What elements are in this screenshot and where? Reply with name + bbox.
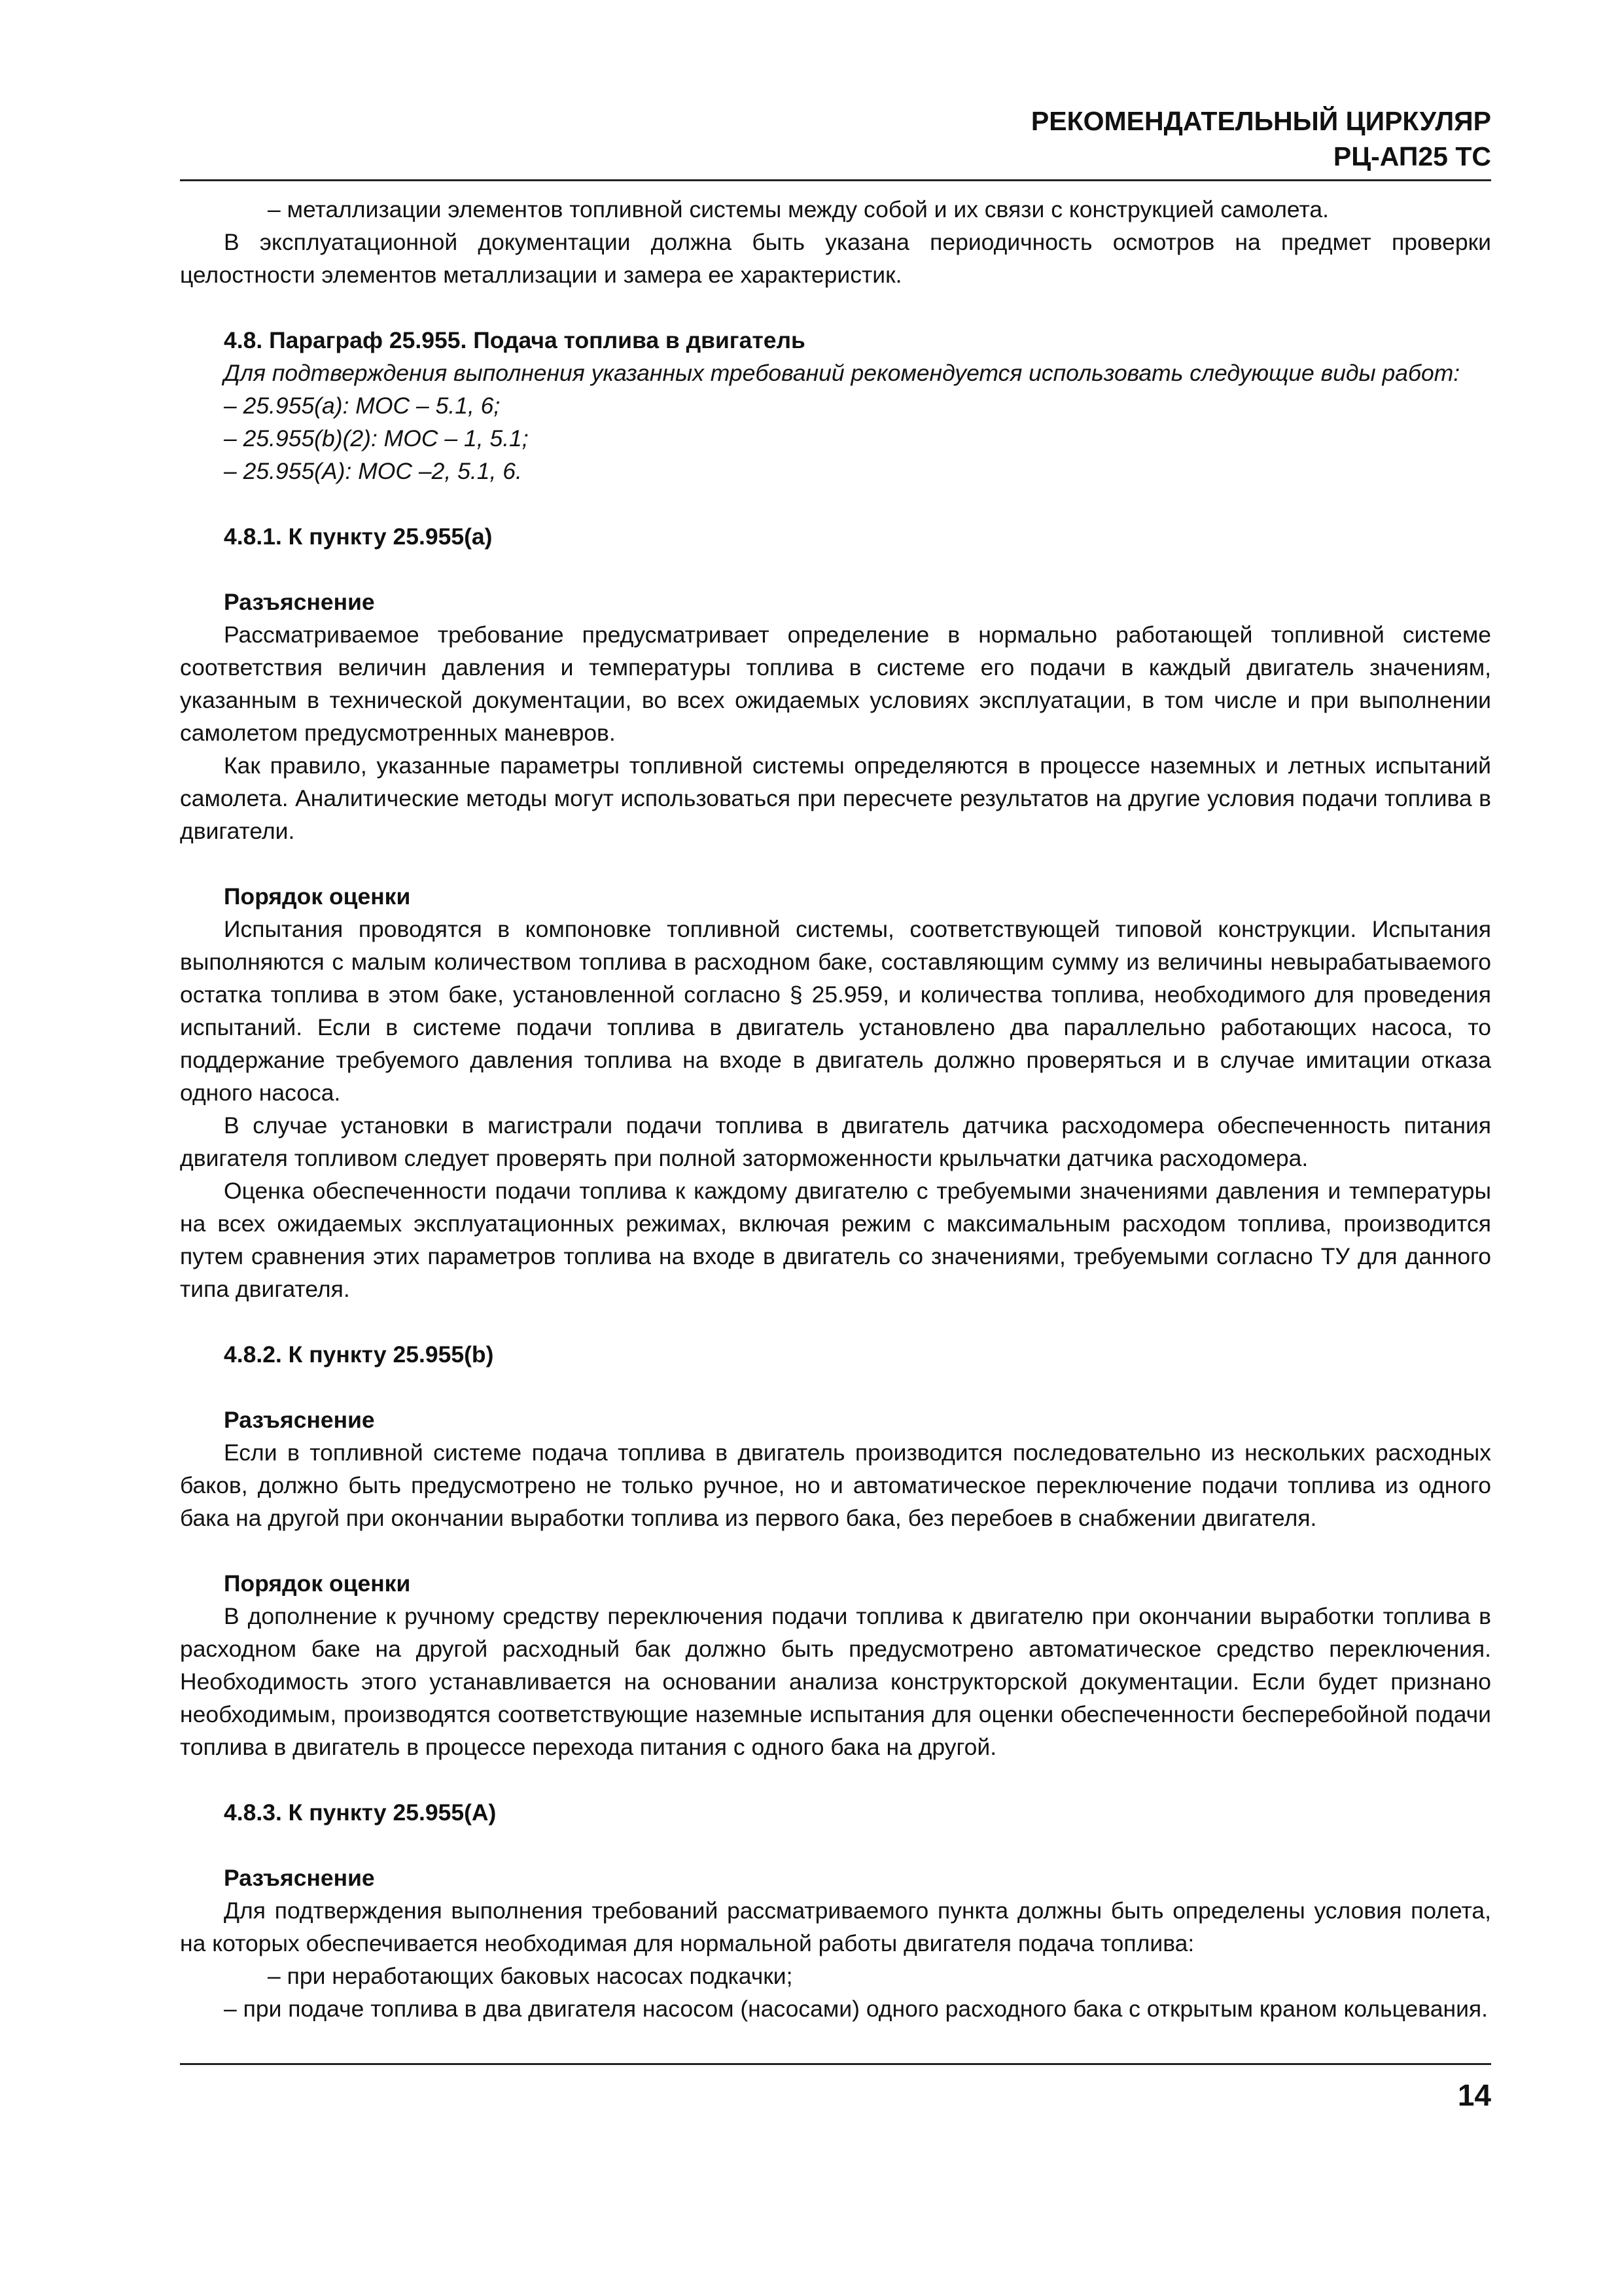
running-header	[1031, 103, 1491, 174]
page-number: 14	[1457, 2078, 1491, 2112]
explanation-heading: Разъяснение	[224, 589, 375, 615]
explanation-paragraph: Как правило, указанные параметры топливной системы определяются в процессе наземных и летных испытаний самолета. Аналитические методы могут использоваться при пересчете результатов на другие условия подачи топлива в двигатели.	[180, 752, 1491, 844]
section-4-8-item: – 25.955(A): МОС –2, 5.1, 6.	[224, 458, 522, 484]
condition-list-item: – при подаче топлива в два двигателя насосом (насосами) одного расходного бака с открытым краном кольцевания.	[224, 1996, 1488, 2022]
header-doc-code: РЦ-АП25 ТС	[1333, 141, 1491, 171]
explanation-paragraph: Рассматриваемое требование предусматривает определение в нормально работающей топливной системе соответствия величин давления и температуры топлива в системе его подачи в каждый двигатель значениям, указанным в технической документации, во всех ожидаемых условиях эксплуатации, в том числе и при выполнении самолетом предусмотренных маневров.	[180, 622, 1491, 746]
evaluation-paragraph: Оценка обеспеченности подачи топлива к каждому двигателю с требуемыми значениями давления и температуры на всех ожидаемых эксплуатационных режимах, включая режим с максимальным расходом топлива, производится путем сравнения этих параметров топлива на входе в двигатель со значениями, требуемыми согласно ТУ для данного типа двигателя.	[180, 1178, 1491, 1302]
evaluation-heading: Порядок оценки	[224, 1570, 411, 1597]
intro-paragraph: В эксплуатационной документации должна быть указана периодичность осмотров на предмет проверки целостности элементов металлизации и замера ее характеристик.	[180, 229, 1491, 288]
section-4-8-item: – 25.955(a): МОС – 5.1, 6;	[224, 393, 501, 419]
section-4-8-1-heading: 4.8.1. К пункту 25.955(a)	[224, 523, 493, 550]
footer-divider	[180, 2063, 1491, 2065]
section-4-8-lead: Для подтверждения выполнения указанных требований рекомендуется использовать следующие виды работ:	[224, 360, 1460, 386]
evaluation-heading: Порядок оценки	[224, 883, 411, 910]
section-4-8-2-heading: 4.8.2. К пункту 25.955(b)	[224, 1341, 494, 1368]
explanation-heading: Разъяснение	[224, 1407, 375, 1433]
evaluation-paragraph: В случае установки в магистрали подачи топлива в двигатель датчика расходомера обеспеченность питания двигателя топливом следует проверять при полной заторможенности крыльчатки датчика расходомера.	[180, 1112, 1491, 1171]
header-divider	[180, 179, 1491, 181]
section-4-8-3-heading: 4.8.3. К пункту 25.955(A)	[224, 1799, 497, 1826]
explanation-heading: Разъяснение	[224, 1865, 375, 1891]
page-body	[180, 193, 1491, 2025]
intro-list-item: – металлизации элементов топливной системы между собой и их связи с конструкцией самолета.	[268, 196, 1329, 222]
explanation-paragraph: Если в топливной системе подача топлива в двигатель производится последовательно из нескольких расходных баков, должно быть предусмотрено не только ручное, но и автоматическое переключение подачи топлива из одного бака на другой при окончании выработки топлива из первого бака, без перебоев в снабжении двигателя.	[180, 1439, 1491, 1531]
explanation-paragraph: Для подтверждения выполнения требований рассматриваемого пункта должны быть определены условия полета, на которых обеспечивается необходимая для нормальной работы двигателя подача топлива:	[180, 1898, 1491, 1956]
evaluation-paragraph: В дополнение к ручному средству переключения подачи топлива к двигателю при окончании выработки топлива в расходном баке на другой расходный бак должно быть предусмотрено автоматическое средство переключения. Необходимость этого устанавливается на основании анализа конструкторской документации. Если будет признано необходимым, производятся соответствующие наземные испытания для оценки обеспеченности бесперебойной подачи топлива в двигатель в процессе перехода питания с одного бака на другой.	[180, 1603, 1491, 1760]
section-4-8-item: – 25.955(b)(2): МОС – 1, 5.1;	[224, 425, 529, 451]
condition-list-item: – при неработающих баковых насосах подкачки;	[268, 1963, 793, 1989]
header-title: РЕКОМЕНДАТЕЛЬНЫЙ ЦИРКУЛЯР	[1031, 106, 1491, 136]
section-4-8-heading: 4.8. Параграф 25.955. Подача топлива в двигатель	[224, 327, 805, 353]
evaluation-paragraph: Испытания проводятся в компоновке топливной системы, соответствующей типовой конструкции. Испытания выполняются с малым количеством топлива в расходном баке, составляющим сумму из величины невырабатываемого остатка топлива в этом баке, установленной согласно § 25.959, и количества топлива, необходимого для проведения испытаний. Если в системе подачи топлива в двигатель установлено два параллельно работающих насоса, то поддержание требуемого давления топлива на входе в двигатель должно проверяться и в случае имитации отказа одного насоса.	[180, 916, 1491, 1106]
